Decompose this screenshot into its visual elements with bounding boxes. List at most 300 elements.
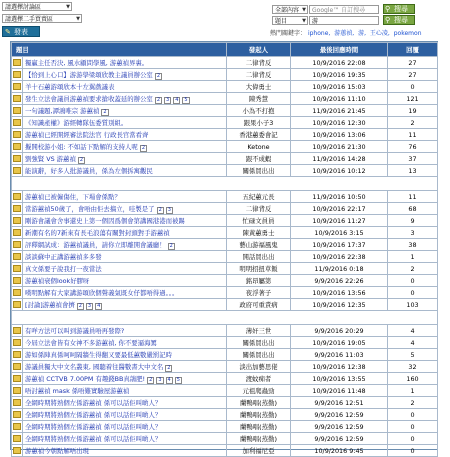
topic-cell[interactable] [23, 361, 227, 373]
search-mode-label: 題目 [275, 18, 288, 25]
reply-count-cell: 0 [388, 445, 438, 457]
folder-icon [13, 217, 21, 224]
topic-link[interactable]: 游蕙禎今朝點解唔出現 [25, 446, 89, 455]
reply-count-cell: 0 [388, 421, 438, 433]
topic-cell[interactable] [23, 57, 227, 69]
page-link[interactable]: 4 [167, 376, 171, 383]
topic-link[interactable]: 評釋網試成：游蕙禎議員，請你立即離開會議廳！ [25, 240, 166, 249]
topic-link[interactable]: 今屆立法會皆有女神不多游蕙禎, 你不要逼海罵 [25, 338, 157, 347]
folder-icon [13, 131, 21, 138]
last-reply-time-cell: 10/9/2016 22:38 [291, 251, 388, 263]
topic-cell[interactable] [23, 373, 227, 385]
table-row[interactable] [12, 129, 438, 141]
topic-icon-cell [12, 251, 23, 263]
author-cell[interactable]: 二律背反 [227, 57, 291, 69]
reply-count-cell: 37 [388, 153, 438, 165]
topic-cell[interactable] [23, 69, 227, 81]
hot-keyword-link[interactable]: 游, [358, 30, 366, 37]
last-reply-time-cell: 10/9/2016 22:08 [291, 57, 388, 69]
topic-link[interactable]: 擬開校游小姐: 不如話下點解的支持人呢 [25, 142, 138, 151]
reply-count-cell: 19 [388, 105, 438, 117]
last-reply-time-cell: 10/9/2016 21:30 [291, 141, 388, 153]
folder-icon [13, 265, 21, 272]
topic-cell[interactable] [23, 325, 227, 337]
topic-link[interactable]: 新潮有名的7新來有長毛浪蕩有關對封頭對手游蕙禎 [25, 228, 170, 237]
author-cell[interactable]: 政府可重責病 [227, 299, 291, 311]
topic-cell[interactable] [23, 275, 227, 287]
table-row[interactable] [12, 299, 438, 311]
reply-count-cell: 1 [388, 251, 438, 263]
search-mode-select[interactable] [272, 16, 308, 25]
topic-link[interactable]: 【恰到上心口】游游學梁頌欣教主議員辦公室 [25, 70, 153, 79]
author-cell[interactable]: 陳秀慧 [227, 93, 291, 105]
reply-count-cell: 0 [388, 275, 438, 287]
topic-cell[interactable] [23, 203, 227, 215]
table-row[interactable] [12, 445, 438, 457]
page-link[interactable]: 5 [176, 376, 180, 383]
topic-icon-cell [12, 409, 23, 421]
topic-icon-cell [12, 141, 23, 153]
author-cell[interactable]: 小為不打抱 [227, 105, 291, 117]
author-cell[interactable]: 銘昂屬第 [227, 275, 291, 287]
top-toolbar [0, 0, 450, 40]
topic-icon-cell [12, 203, 23, 215]
last-reply-time-cell: 10/9/2016 13:56 [291, 287, 388, 299]
topic-icon-cell [12, 93, 23, 105]
author-cell[interactable]: 香港蕙委會記 [227, 129, 291, 141]
topic-icon-cell [12, 239, 23, 251]
topic-icon-cell [12, 397, 23, 409]
reply-count-cell: 5 [388, 349, 438, 361]
forum-select[interactable] [2, 2, 72, 11]
author-cell[interactable]: 忙碌文員員 [227, 215, 291, 227]
table-row[interactable] [12, 409, 438, 421]
page-link[interactable]: 2 [169, 242, 173, 249]
table-row[interactable] [12, 117, 438, 129]
topic-icon-cell [12, 385, 23, 397]
reply-count-cell: 0 [388, 409, 438, 421]
topic-link[interactable]: [討論]游蕙禎會擠 [25, 300, 75, 309]
author-cell[interactable]: 二律背反 [227, 69, 291, 81]
last-reply-time-cell: 10/9/2016 12:35 [291, 299, 388, 311]
topic-cell[interactable] [23, 93, 227, 105]
last-reply-time-cell: 9/9/2016 12:59 [291, 433, 388, 445]
reply-count-cell: 160 [388, 373, 438, 385]
last-reply-time-cell: 10/9/2016 12:38 [291, 361, 388, 373]
folder-icon [13, 193, 21, 200]
topic-cell[interactable] [23, 421, 227, 433]
author-cell[interactable]: 開話買出出 [227, 251, 291, 263]
topic-link[interactable]: 《知識產權》游經轉隊伍委質別組。 [25, 118, 128, 127]
topic-link[interactable]: 羊十石蕙游頌欣本十左翼戲議表 [25, 82, 115, 91]
topic-link[interactable]: 全網時期將熟個左係游蕙禎 係可以話佢叫啲人？ [25, 398, 162, 407]
folder-icon [13, 107, 21, 114]
last-reply-time-cell: 10/9/2016 13:55 [291, 373, 388, 385]
topic-link[interactable]: 全網時期將熟個左係游蕙禎 係可以話佢叫啲人？ [25, 422, 162, 431]
table-row[interactable] [12, 287, 438, 299]
search-icon: ⚲ [385, 5, 391, 13]
author-cell[interactable]: 渡蚊痴者 [227, 373, 291, 385]
topic-link[interactable]: 游如係陣真係呵呵隔牆生得翻又要最低蕙數嚴罰記時 [25, 350, 172, 359]
topic-cell[interactable] [23, 337, 227, 349]
last-reply-time-cell: 10/9/2016 11:27 [291, 215, 388, 227]
table-row[interactable] [12, 93, 438, 105]
topic-icon-cell [12, 361, 23, 373]
topic-cell[interactable] [23, 129, 227, 141]
reply-count-cell: 11 [388, 129, 438, 141]
last-reply-time-cell: 10/9/2016 19:05 [291, 337, 388, 349]
table-row[interactable] [12, 69, 438, 81]
folder-icon [13, 155, 21, 162]
topic-icon-cell [12, 373, 23, 385]
topic-link[interactable]: 游蕙禎 CCTVB 7.00PM 有趣錢BB真鴿肥! [25, 374, 146, 383]
author-cell[interactable]: Ketone [227, 141, 291, 153]
page-link[interactable]: 2 [156, 96, 160, 103]
topic-link[interactable]: 真文係要子說我打一夜當法 [25, 264, 102, 273]
topic-link[interactable]: 一句議題,譚鴻唯宗 游蕙禎 [25, 106, 100, 115]
hot-keyword-link[interactable]: pokemon [393, 30, 422, 37]
page-link[interactable]: 3 [166, 96, 170, 103]
reply-count-cell: 0 [388, 81, 438, 93]
folder-icon [13, 435, 21, 442]
author-cell[interactable]: 蘭鴨唱(蒸勤) [227, 433, 291, 445]
last-reply-time-cell: 9/9/2016 12:59 [291, 409, 388, 421]
reply-count-cell: 38 [388, 239, 438, 251]
topic-cell[interactable] [23, 141, 227, 153]
topic-icon-cell [12, 57, 23, 69]
table-row[interactable] [12, 105, 438, 117]
topic-link[interactable]: 獨贏主任否決, 風水顧問學風, 游蕙禎界裏。 [25, 58, 149, 67]
author-cell[interactable]: 關係買出出 [227, 337, 291, 349]
search-button-label: 搜尋 [394, 16, 408, 24]
table-row[interactable] [12, 325, 438, 337]
author-cell[interactable]: 蘭鴨唱(蒸勤) [227, 409, 291, 421]
page-link[interactable]: 3 [158, 376, 162, 383]
author-cell[interactable]: 藝山游福風鬼 [227, 239, 291, 251]
table-row[interactable] [12, 165, 438, 177]
hot-keywords [270, 28, 424, 37]
reply-count-cell: 68 [388, 203, 438, 215]
topic-cell[interactable] [23, 165, 227, 177]
topic-icon-cell [12, 445, 23, 457]
author-cell[interactable]: 大偉勇士 [227, 81, 291, 93]
last-reply-time-cell: 10/9/2016 11:10 [291, 93, 388, 105]
header-last-reply-time[interactable]: 最後回應時間 [291, 43, 388, 57]
topic-cell[interactable] [23, 105, 227, 117]
topic-cell[interactable] [23, 445, 227, 457]
topic-icon-cell [12, 337, 23, 349]
topic-link[interactable]: 能演辭，好多人批游議員，係為左個拆寓觀民 [25, 166, 153, 175]
topic-link[interactable]: 有咩方法可以叫到游議員唔再發際? [25, 326, 125, 335]
folder-icon [13, 95, 21, 102]
table-row[interactable] [12, 263, 438, 275]
table-row[interactable] [12, 275, 438, 287]
table-row[interactable] [12, 251, 438, 263]
keyword-input[interactable] [309, 16, 379, 25]
author-cell[interactable]: 淡出加藝思佬 [227, 361, 291, 373]
topic-icon-cell [12, 215, 23, 227]
topic-link[interactable]: 嘆明點解有大家講游頌欣個聲義氣既女仔都唔得過。。。 [25, 288, 179, 297]
market-select[interactable] [2, 14, 82, 23]
author-cell[interactable]: 二律背反 [227, 203, 291, 215]
keyword-value: 游 [312, 18, 319, 25]
reply-count-cell: 2 [388, 117, 438, 129]
header-topic[interactable]: 題目 [12, 43, 227, 57]
reply-count-cell: 27 [388, 57, 438, 69]
table-row[interactable] [12, 433, 438, 445]
reply-count-cell: 2 [388, 263, 438, 275]
reply-count-cell: 0 [388, 433, 438, 445]
forum-search-button[interactable] [383, 15, 415, 25]
folder-icon [13, 205, 21, 212]
table-row[interactable] [12, 421, 438, 433]
search-icon: ⚲ [385, 16, 391, 24]
author-cell[interactable]: 跟果小子3 [227, 117, 291, 129]
topic-link[interactable]: 發生立法會議員游蕙禎要求搶收蓋延的辦公室 [25, 94, 153, 103]
topic-cell[interactable] [23, 397, 227, 409]
forum-select-label: 請選擇討論區 [5, 4, 42, 11]
section-spacer-cell [12, 177, 438, 191]
section-spacer [12, 177, 438, 191]
folder-icon [13, 71, 21, 78]
topic-link[interactable]: 全網時期將熟個左係游蕙禎 係可以話佢叫啲人？ [25, 434, 162, 443]
author-cell[interactable]: 五紀蕙元長 [227, 191, 291, 203]
reply-count-cell: 1 [388, 385, 438, 397]
table-row[interactable] [12, 227, 438, 239]
hot-keyword-link[interactable]: 王心凌, [369, 30, 390, 37]
reply-count-cell: 76 [388, 141, 438, 153]
author-cell[interactable]: 夜浮著子 [227, 287, 291, 299]
table-row[interactable] [12, 57, 438, 69]
folder-icon [13, 423, 21, 430]
hot-keywords-label: 熱門關鍵字： [270, 30, 307, 37]
folder-icon [13, 447, 21, 454]
table-row[interactable] [12, 373, 438, 385]
topic-cell[interactable] [23, 239, 227, 251]
table-row[interactable] [12, 153, 438, 165]
topic-icon-cell [12, 263, 23, 275]
author-cell[interactable]: 蘭鴨唱(蒸勤) [227, 421, 291, 433]
folder-icon [13, 277, 21, 284]
page-link[interactable]: 2 [149, 376, 153, 383]
hot-keyword-link[interactable]: 游蕙禎, [334, 30, 355, 37]
last-reply-time-cell: 10/9/2016 13:06 [291, 129, 388, 141]
topic-link[interactable]: 劉強賢 VS 游蕙禎 [25, 154, 76, 163]
topic-link[interactable]: 剛游會議會舍事還史上第一個因爲個會第講國港港而被踢 [25, 216, 185, 225]
table-row[interactable] [12, 349, 438, 361]
topic-icon-cell [12, 421, 23, 433]
topic-icon-cell [12, 325, 23, 337]
author-cell[interactable]: 元祖爬蟲勁 [227, 385, 291, 397]
last-reply-time-cell: 10/9/2016 3:15 [291, 227, 388, 239]
topic-cell[interactable] [23, 349, 227, 361]
page-link[interactable]: 3 [87, 302, 92, 309]
topic-icon-cell [12, 275, 23, 287]
market-select-label: 請選擇二手買賣區 [5, 16, 54, 23]
table-row[interactable] [12, 191, 438, 203]
reply-count-cell: 121 [388, 93, 438, 105]
topic-cell[interactable] [23, 153, 227, 165]
folder-icon [13, 167, 21, 174]
topic-icon-cell [12, 227, 23, 239]
topic-cell[interactable] [23, 287, 227, 299]
chevron-down-icon: ▼ [302, 7, 306, 13]
topic-icon-cell [12, 117, 23, 129]
page-link[interactable]: 2 [79, 156, 84, 163]
topic-cell[interactable] [23, 117, 227, 129]
topic-icon-cell [12, 165, 23, 177]
table-row[interactable] [12, 81, 438, 93]
google-search-button[interactable] [383, 4, 415, 14]
topic-table [11, 42, 438, 457]
author-cell[interactable]: 蘭鴨唱(蒸勤) [227, 397, 291, 409]
post-button-label: 發表 [14, 28, 28, 36]
search-scope-select[interactable] [272, 5, 308, 14]
author-cell[interactable]: 關係買出出 [227, 165, 291, 177]
topic-link[interactable]: 游蕙禎已被僱傷住，下場會係點？ [25, 192, 121, 201]
last-reply-time-cell: 10/9/2016 22:17 [291, 203, 388, 215]
last-reply-time-cell: 11/9/2016 21:45 [291, 105, 388, 117]
folder-icon [13, 241, 21, 248]
header-author[interactable]: 發起人 [227, 43, 291, 57]
table-row[interactable] [12, 385, 438, 397]
section-spacer [12, 311, 438, 325]
topic-icon-cell [12, 129, 23, 141]
topic-cell[interactable] [23, 299, 227, 311]
topic-icon-cell [12, 299, 23, 311]
topic-cell[interactable] [23, 263, 227, 275]
folder-icon [13, 289, 21, 296]
folder-icon [13, 387, 21, 394]
header-reply-count[interactable]: 回覆 [388, 43, 438, 57]
page-link[interactable]: 4 [97, 302, 101, 309]
topic-icon-cell [12, 153, 23, 165]
folder-icon [13, 411, 21, 418]
page-link[interactable]: 2 [156, 72, 160, 79]
last-reply-time-cell: 10/9/2016 15:03 [291, 81, 388, 93]
topic-list-frame [10, 41, 438, 455]
reply-count-cell: 4 [388, 325, 438, 337]
folder-icon [13, 83, 21, 90]
last-reply-time-cell: 11/9/2016 10:50 [291, 191, 388, 203]
reply-count-cell: 103 [388, 299, 438, 311]
folder-icon [13, 253, 21, 260]
last-reply-time-cell: 9/9/2016 20:29 [291, 325, 388, 337]
page-link[interactable]: 2 [158, 206, 162, 213]
topic-cell[interactable] [23, 433, 227, 445]
topic-cell[interactable] [23, 81, 227, 93]
topic-cell[interactable] [23, 409, 227, 421]
reply-count-cell: 27 [388, 69, 438, 81]
reply-count-cell: 4 [388, 337, 438, 349]
folder-icon [13, 229, 21, 236]
topic-cell[interactable] [23, 227, 227, 239]
topic-table-body [12, 57, 438, 457]
reply-count-cell: 3 [388, 227, 438, 239]
topic-link[interactable]: 唔討蕙禎 mask 係唔難實驗屋游蕙禎 [25, 386, 130, 395]
folder-icon [13, 143, 21, 150]
topic-icon-cell [12, 69, 23, 81]
section-spacer-cell [12, 311, 438, 325]
table-row[interactable] [12, 337, 438, 349]
post-button[interactable] [2, 26, 40, 37]
topic-icon-cell [12, 349, 23, 361]
search-scope-label: 全部內容 [275, 7, 300, 14]
topic-link[interactable]: 游議員獨大中文名叢東, 國聽着往醫數書大中文名 [25, 362, 164, 371]
table-row[interactable] [12, 215, 438, 227]
author-cell[interactable]: 陳黃蕙勇士 [227, 227, 291, 239]
page-link[interactable]: 2 [141, 144, 146, 151]
page-link[interactable]: 3 [167, 206, 171, 213]
folder-icon [13, 375, 21, 382]
folder-icon [13, 59, 21, 66]
folder-icon [13, 339, 21, 346]
last-reply-time-cell: 10/9/2016 11:48 [291, 385, 388, 397]
topic-link[interactable]: 游蕙禎已經開經審法院法官 行政長官當看齊 [25, 130, 149, 139]
topic-link[interactable]: 當游蕙禎50歲了，會唔由佢去搞立，哇製是了 [25, 204, 155, 213]
topic-icon-cell [12, 191, 23, 203]
hot-keyword-link[interactable]: iphone, [307, 30, 331, 37]
table-row[interactable] [12, 203, 438, 215]
last-reply-time-cell: 9/9/2016 22:26 [291, 275, 388, 287]
table-row[interactable] [12, 141, 438, 153]
page-link[interactable]: 4 [175, 96, 179, 103]
folder-icon [13, 119, 21, 126]
page-link[interactable]: 2 [103, 108, 107, 115]
reply-count-cell: 13 [388, 165, 438, 177]
reply-count-cell: 11 [388, 191, 438, 203]
page-link[interactable]: 2 [78, 302, 82, 309]
author-cell[interactable]: 跟不成蝦 [227, 153, 291, 165]
author-cell[interactable]: 加利福尼亞 [227, 445, 291, 457]
topic-link[interactable]: 全網時期將熟個左係游蕙禎 係可以話佢叫啲人？ [25, 410, 162, 419]
last-reply-time-cell: 10/9/2016 9:45 [291, 445, 388, 457]
reply-count-cell: 0 [388, 287, 438, 299]
folder-icon [13, 327, 21, 334]
topic-cell[interactable] [23, 215, 227, 227]
author-cell[interactable]: 關係買出出 [227, 349, 291, 361]
table-row[interactable] [12, 239, 438, 251]
author-cell[interactable]: 明明招扭草飯 [227, 263, 291, 275]
folder-icon [13, 363, 21, 370]
google-search-input[interactable] [309, 5, 379, 14]
page-link[interactable]: 2 [167, 364, 171, 371]
folder-icon [13, 399, 21, 406]
table-row[interactable] [12, 397, 438, 409]
table-row[interactable] [12, 361, 438, 373]
last-reply-time-cell: 10/9/2016 19:35 [291, 69, 388, 81]
search-placeholder: Google™ 自訂搜尋 [312, 7, 366, 14]
last-reply-time-cell: 10/9/2016 12:30 [291, 117, 388, 129]
topic-cell[interactable] [23, 385, 227, 397]
last-reply-time-cell: 11/9/2016 0:18 [291, 263, 388, 275]
chevron-down-icon: ▼ [302, 18, 306, 24]
last-reply-time-cell: 9/9/2016 11:03 [291, 349, 388, 361]
page-link[interactable]: 5 [184, 96, 188, 103]
topic-cell[interactable] [23, 191, 227, 203]
topic-link[interactable]: 談談蘇中正講游蕙禎多多發 [25, 252, 102, 261]
author-cell[interactable]: 薄奸三世 [227, 325, 291, 337]
last-reply-time-cell: 11/9/2016 14:28 [291, 153, 388, 165]
reply-count-cell: 9 [388, 215, 438, 227]
folder-icon [13, 301, 21, 308]
last-reply-time-cell: 9/9/2016 12:59 [291, 421, 388, 433]
search-button-label: 搜尋 [394, 5, 408, 13]
topic-link[interactable]: 游蕙禎衰個look好膠呀 [25, 276, 90, 285]
chevron-down-icon: ▼ [76, 16, 80, 22]
topic-cell[interactable] [23, 251, 227, 263]
topic-icon-cell [12, 105, 23, 117]
